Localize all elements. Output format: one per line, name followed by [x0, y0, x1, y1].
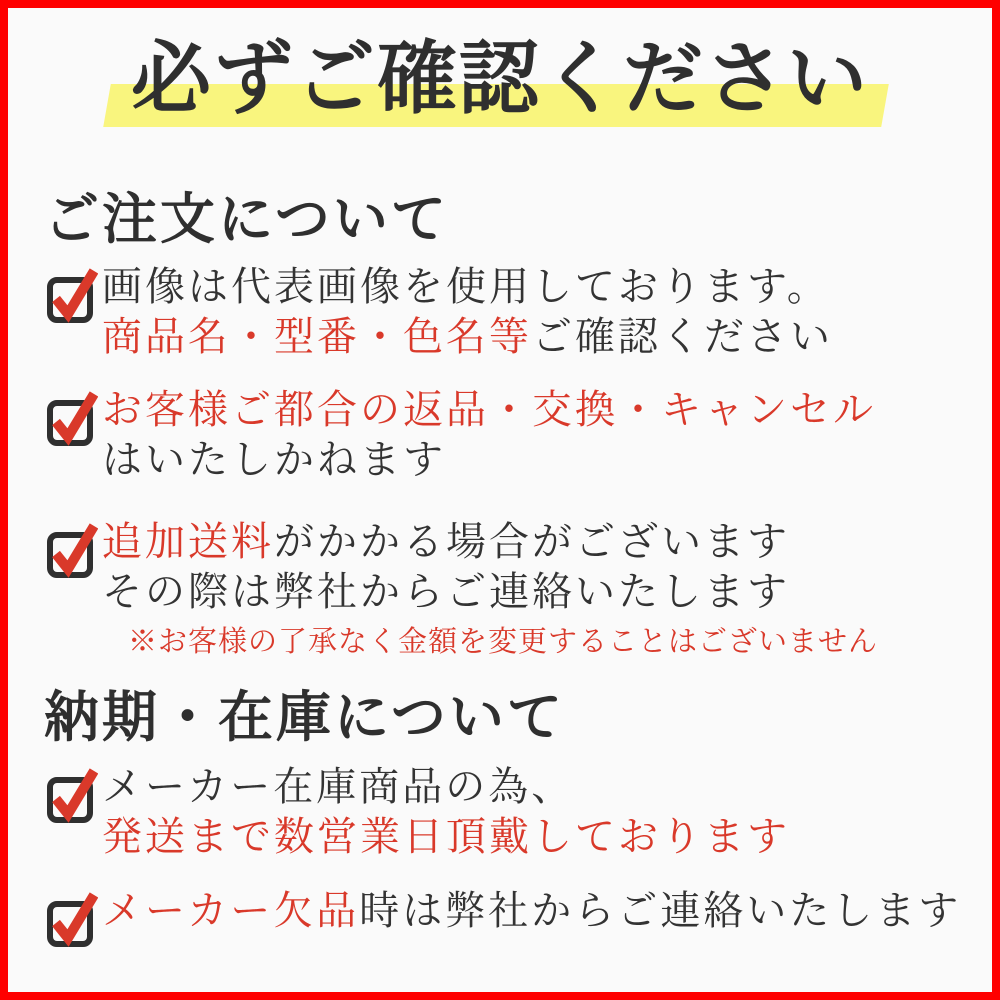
page-title-text: 必ずご確認ください	[131, 36, 869, 124]
item-line	[102, 517, 878, 567]
item-text: はいたしかねます	[102, 437, 446, 482]
item-text: メーカー在庫商品の為、	[102, 764, 575, 809]
checkbox-icon	[46, 886, 98, 948]
item-text: その際は弊社からご連絡いたします	[102, 569, 790, 614]
item-line	[102, 762, 790, 812]
item-text-emphasis: 発送まで数営業日頂戴しております	[102, 814, 790, 859]
section-heading-stock: 納期・在庫について	[44, 687, 565, 748]
item-line	[102, 385, 876, 435]
item-line	[102, 435, 876, 485]
item-text: 時は弊社からご連絡いたします	[359, 888, 962, 933]
item-note: ※お客様の了承なく金額を変更することはございません	[128, 626, 879, 658]
item-line	[102, 262, 833, 312]
item-text-block	[102, 517, 878, 661]
checkbox-icon	[46, 385, 98, 447]
item-text-emphasis: 追加送料	[102, 519, 274, 564]
item-line	[102, 312, 833, 362]
item-line	[102, 812, 790, 862]
checkbox-icon	[46, 262, 98, 324]
notice-item-maker-out-of-stock	[46, 886, 961, 948]
title-banner	[0, 30, 1000, 130]
item-text-emphasis: 商品名・型番・色名等	[102, 314, 532, 359]
item-text: ご確認ください	[532, 314, 833, 359]
item-text-block	[102, 762, 790, 862]
notice-item-extra-shipping	[46, 517, 878, 661]
item-line	[102, 886, 961, 936]
notice-item-maker-stock	[46, 762, 790, 862]
notice-item-no-returns	[46, 385, 876, 485]
item-text-block	[102, 886, 961, 936]
item-text-emphasis: メーカー欠品	[102, 888, 360, 933]
checkbox-icon	[46, 762, 98, 824]
item-text-block	[102, 262, 833, 362]
item-text-block	[102, 385, 876, 485]
item-line	[102, 567, 878, 617]
checkbox-icon	[46, 517, 98, 579]
section-heading-order: ご注文について	[44, 189, 449, 250]
page-title	[131, 30, 869, 130]
item-text: がかかる場合がございます	[274, 519, 790, 564]
item-text-emphasis: お客様ご都合の返品・交換・キャンセル	[102, 387, 876, 432]
notice-item-representative-image	[46, 262, 833, 362]
item-text: 画像は代表画像を使用しております。	[102, 264, 830, 309]
